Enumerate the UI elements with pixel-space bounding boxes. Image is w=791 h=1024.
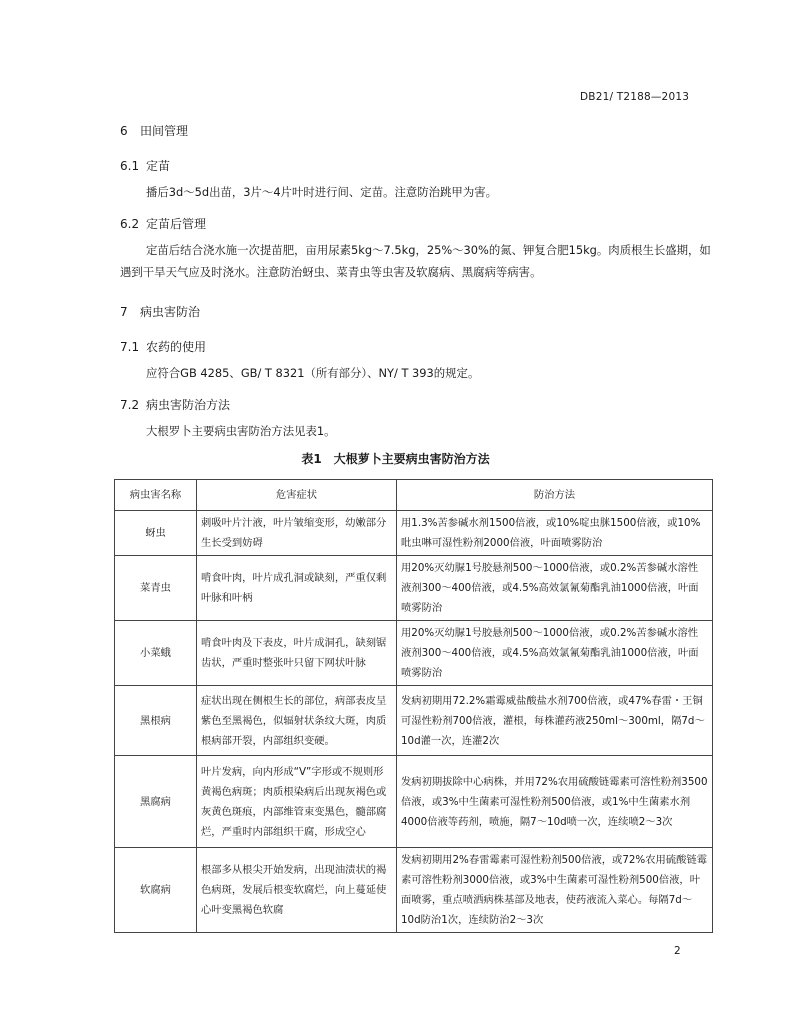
control-cell: 用20%灭幼脲1号胶悬剂500～1000倍液，或0.2%苦参碱水溶性液剂300～400倍液，或4.5%高效氯氰菊酯乳油1000倍液，叶面喷雾防治 bbox=[397, 621, 713, 686]
control-cell: 发病初期拔除中心病株，并用72%农用硫酸链霉素可溶性粉剂3500倍液，或3%中生菌素可湿性粉剂500倍液，或1%中生菌素水剂4000倍液等药剂，喷施，隔7～10d喷一次，连续喷2～3次 bbox=[397, 756, 713, 848]
pest-name-cell: 软腐病 bbox=[115, 848, 197, 933]
heading-title: 病虫害防治方法 bbox=[146, 398, 231, 412]
control-cell: 用1.3%苦参碱水剂1500倍液，或10%啶虫脒1500倍液，或10%吡虫啉可湿性粉剂2000倍液，叶面喷雾防治 bbox=[397, 511, 713, 556]
pest-name-cell: 蚜虫 bbox=[115, 511, 197, 556]
header-cell-name: 病虫害名称 bbox=[115, 480, 197, 511]
control-cell: 发病初期用2%春雷霉素可湿性粉剂500倍液，或72%农用硫酸链霉素可溶性粉剂3000倍液，或3%中生菌素可湿性粉剂500倍液，叶面喷雾，重点喷洒病株基部及地表，使药液流入菜心。每隔7d～10d防治1次，连续防治2～3次 bbox=[397, 848, 713, 933]
table-header-row bbox=[115, 480, 713, 511]
paragraph-7-2: 大根罗卜主要病虫害防治方法见表1。 bbox=[146, 424, 336, 438]
table-row bbox=[115, 621, 713, 686]
pest-control-table bbox=[114, 479, 713, 933]
symptom-cell: 症状出现在侧根生长的部位，病部表皮呈紫色至黑褐色，似辐射状条纹大斑，肉质根病部开裂，内部组织变硬。 bbox=[197, 686, 397, 756]
heading-7-2 bbox=[120, 396, 230, 413]
heading-6 bbox=[120, 122, 188, 139]
pest-name-cell: 小菜蛾 bbox=[115, 621, 197, 686]
symptom-cell: 刺吸叶片汁液，叶片皱缩变形，幼嫩部分生长受到妨碍 bbox=[197, 511, 397, 556]
heading-7-1 bbox=[120, 338, 206, 355]
heading-number: 7 bbox=[120, 305, 128, 319]
pest-name-cell: 黑腐病 bbox=[115, 756, 197, 848]
heading-title: 农药的使用 bbox=[146, 340, 207, 354]
paragraph-6-1: 播后3d～5d出苗，3片～4片叶时进行间、定苗。注意防治跳甲为害。 bbox=[146, 185, 497, 199]
table-row bbox=[115, 756, 713, 848]
heading-7 bbox=[120, 303, 200, 320]
table-row bbox=[115, 686, 713, 756]
table-row bbox=[115, 556, 713, 621]
heading-title: 定苗 bbox=[146, 159, 171, 173]
paragraph-7-1: 应符合GB 4285、GB/ T 8321（所有部分）、NY/ T 393的规定。 bbox=[146, 366, 480, 380]
heading-6-1 bbox=[120, 157, 170, 174]
header-cell-symptom: 危害症状 bbox=[197, 480, 397, 511]
heading-number: 6.1 bbox=[120, 159, 140, 173]
heading-number: 7.1 bbox=[120, 340, 140, 354]
symptom-cell: 啃食叶肉，叶片成孔洞或缺刻，严重仅剩叶脉和叶柄 bbox=[197, 556, 397, 621]
doc-code: DB21/ T2188—2013 bbox=[580, 91, 690, 103]
table-row bbox=[115, 848, 713, 933]
heading-title: 定苗后管理 bbox=[146, 217, 207, 231]
paragraph-6-2: 定苗后结合浇水施一次提苗肥，亩用尿素5kg～7.5kg，25%～30%的氮、钾复合肥15kg。肉质根生长盛期，如遇到干旱天气应及时浇水。注意防治蚜虫、菜青虫等虫害及软腐病、黑腐病等病害。 bbox=[120, 243, 711, 279]
heading-number: 6 bbox=[120, 124, 128, 138]
heading-6-2 bbox=[120, 215, 206, 232]
pest-name-cell: 菜青虫 bbox=[115, 556, 197, 621]
symptom-cell: 啃食叶肉及下表皮，叶片成洞孔，缺刻锯齿状，严重时整张叶只留下网状叶脉 bbox=[197, 621, 397, 686]
heading-number: 6.2 bbox=[120, 217, 140, 231]
control-cell: 发病初期用72.2%霜霉威盐酸盐水剂700倍液，或47%春雷・王铜可湿性粉剂700倍液，灌根，每株灌药液250ml～300ml，隔7d～10d灌一次，连灌2次 bbox=[397, 686, 713, 756]
heading-title: 田间管理 bbox=[140, 124, 189, 138]
pest-name-cell: 黑根病 bbox=[115, 686, 197, 756]
page-number: 2 bbox=[674, 945, 681, 957]
heading-title: 病虫害防治 bbox=[140, 305, 201, 319]
symptom-cell: 叶片发病，向内形成“V”字形或不规则形黄褐色病斑；肉质根染病后出现灰褐色或灰黄色斑痕，内部维管束变黑色，髓部腐烂，严重时内部组织干腐，形成空心 bbox=[197, 756, 397, 848]
symptom-cell: 根部多从根尖开始发病，出现油渍状的褐色病斑，发展后根变软腐烂，向上蔓延使心叶变黑褐色软腐 bbox=[197, 848, 397, 933]
heading-number: 7.2 bbox=[120, 398, 140, 412]
header-cell-control: 防治方法 bbox=[397, 480, 713, 511]
table-caption: 表1 大根萝卜主要病虫害防治方法 bbox=[301, 452, 490, 466]
control-cell: 用20%灭幼脲1号胶悬剂500～1000倍液，或0.2%苦参碱水溶性液剂300～400倍液，或4.5%高效氯氰菊酯乳油1000倍液，叶面喷雾防治 bbox=[397, 556, 713, 621]
table-row bbox=[115, 511, 713, 556]
